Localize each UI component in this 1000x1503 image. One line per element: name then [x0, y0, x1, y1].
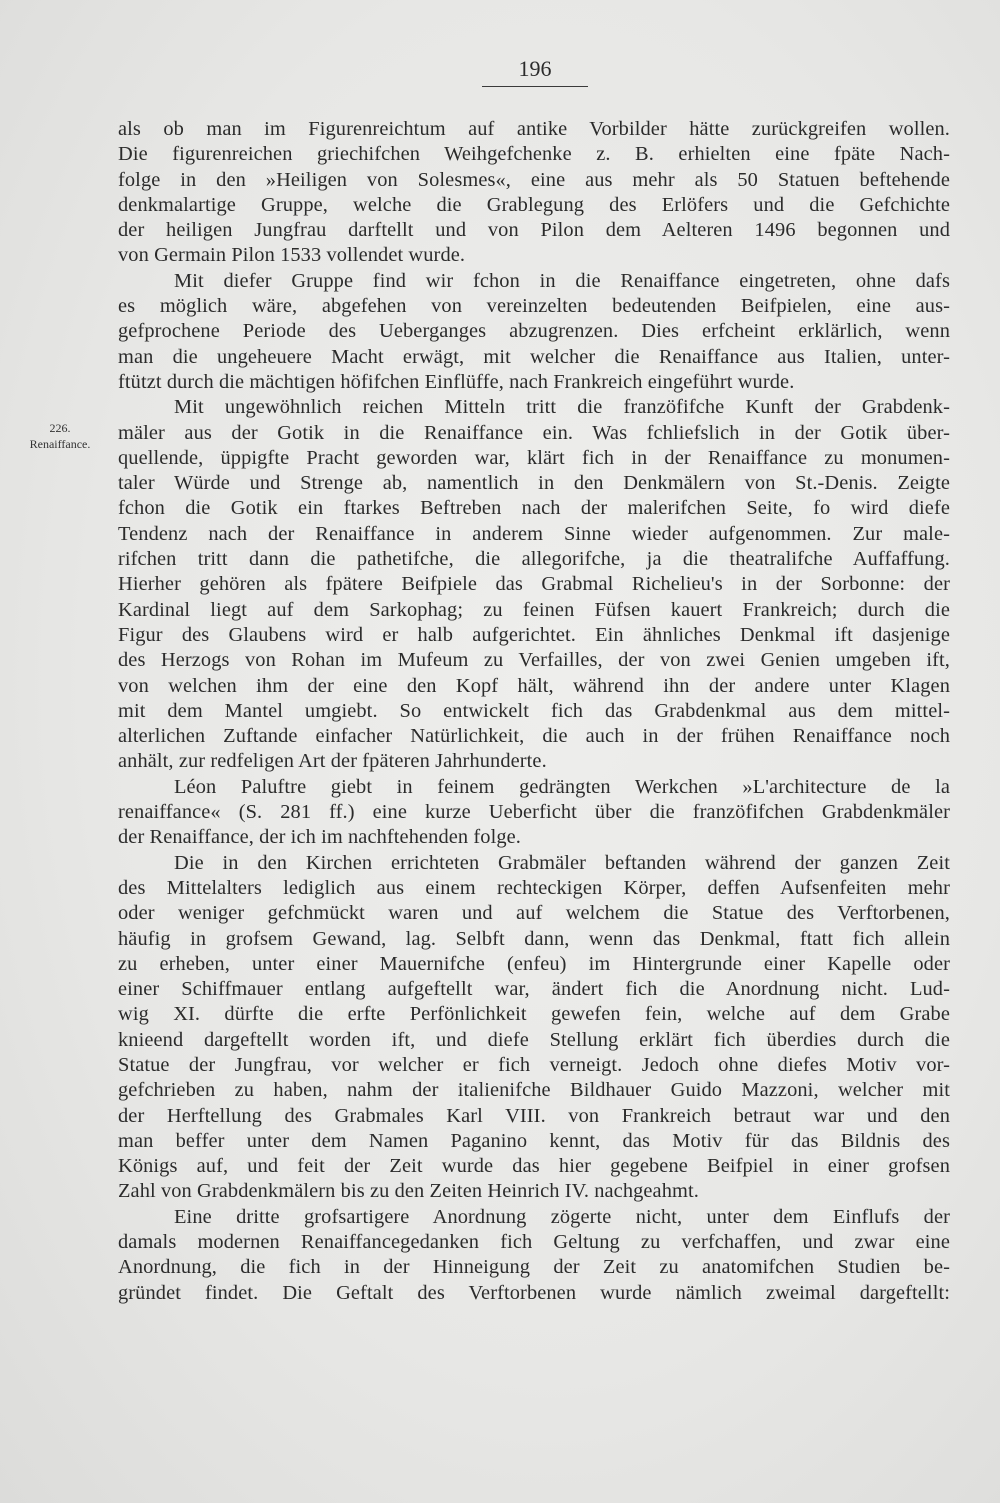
text-line: Statue der Jungfrau, vor welcher er fich verneigt. Jedoch ohne diefes Motiv vor-	[118, 1053, 950, 1076]
text-line: Mit ungewöhnlich reichen Mitteln tritt die franzöfifche Kunft der Grabdenk-	[174, 396, 950, 419]
text-line: der heiligen Jungfrau darftellt und von Pilon dem Aelteren 1496 begonnen und	[118, 219, 950, 242]
text-line: oder weniger gefchmückt waren und auf welchem die Statue des Verftorbenen,	[118, 902, 950, 925]
margin-note-title: Renaiffance.	[29, 437, 91, 451]
text-line: von Germain Pilon 1533 vollendet wurde.	[118, 244, 466, 267]
text-line: Die in den Kirchen errichteten Grabmäler beftanden während der ganzen Zeit	[174, 851, 950, 874]
text-line: rifchen tritt dann die pathetifche, die allegorifche, ja die theatralifche Auffaffung.	[118, 548, 950, 571]
text-line: zu erheben, unter einer Mauernifche (enfeu) im Hintergrunde einer Kapelle oder	[118, 952, 950, 975]
text-line: einer Schiffmauer entlang aufgeftellt war, ändert fich die Anordnung nicht. Lud-	[118, 978, 950, 1001]
text-line: mäler aus der Gotik in die Renaiffance ein. Was fchliefslich in der Gotik über-	[118, 421, 950, 444]
text-line: es möglich wäre, abgefehen von vereinzelten bedeutenden Beifpielen, eine aus-	[118, 295, 950, 318]
text-line: der Herftellung des Grabmales Karl VIII. von Frankreich betraut war und den	[118, 1104, 950, 1127]
text-line: damals modernen Renaiffancegedanken fich Geltung zu verfchaffen, und zwar eine	[118, 1231, 950, 1254]
text-line: Léon Paluftre giebt in feinem gedrängten Werkchen »L'architecture de la	[174, 775, 950, 798]
text-line: Zahl von Grabdenkmälern bis zu den Zeiten Heinrich IV. nachgeahmt.	[118, 1180, 699, 1203]
text-line: fchon die Gotik ein ftarkes Beftreben nach der malerifchen Seite, fo wird diefe	[118, 497, 950, 520]
text-line: gründet findet. Die Geftalt des Verftorbenen wurde nämlich zweimal dargeftellt:	[118, 1281, 950, 1304]
text-line: wig XI. dürfte die erfte Perfönlichkeit gewefen fein, welche auf dem Grabe	[118, 1003, 950, 1026]
text-line: des Mittelalters lediglich aus einem rechteckigen Körper, deffen Aufsenfeiten mehr	[118, 876, 950, 899]
text-line: des Herzogs von Rohan im Mufeum zu Verfailles, der von zwei Genien umgeben ift,	[118, 649, 950, 672]
body-text	[118, 117, 950, 1306]
text-line: Eine dritte grofsartigere Anordnung zögerte nicht, unter dem Einflufs der	[174, 1205, 950, 1228]
text-line: quellende, üppigfte Pracht geworden war, klärt fich in der Renaiffance zu monumen-	[118, 446, 950, 469]
text-line: der Renaiffance, der ich im nachftehenden folge.	[118, 826, 521, 849]
text-line: man die ungeheuere Macht erwägt, mit welcher die Renaiffance aus Italien, unter-	[118, 345, 950, 368]
text-line: Die figurenreichen griechifchen Weihgefchenke z. B. erhielten eine fpäte Nach-	[118, 143, 950, 166]
text-line: alterlichen Zuftande einfacher Natürlichkeit, die auch in der frühen Renaiffance noch	[118, 725, 950, 748]
text-line: taler Würde und Strenge ab, namentlich in den Denkmälern von St.-Denis. Zeigte	[118, 472, 950, 495]
text-line: Kardinal liegt auf dem Sarkophag; zu feinen Füfsen kauert Frankreich; durch die	[118, 598, 950, 621]
text-line: renaiffance« (S. 281 ff.) eine kurze Ueberficht über die franzöfifchen Grabdenkmäler	[118, 801, 950, 824]
margin-note	[10, 420, 110, 452]
text-line: Königs auf, und feit der Zeit wurde das hier gegebene Beifpiel in einer grofsen	[118, 1155, 950, 1178]
text-line: Hierher gehören als fpätere Beifpiele das Grabmal Richelieu's in der Sorbonne: der	[118, 573, 950, 596]
margin-note-number: 226.	[49, 421, 71, 435]
text-line: knieend dargeftellt worden ift, und diefe Stellung erklärt fich überdies durch die	[118, 1028, 950, 1051]
text-line: gefprochene Periode des Ueberganges abzugrenzen. Dies erfcheint erklärlich, wenn	[118, 320, 950, 343]
text-line: als ob man im Figurenreichtum auf antike Vorbilder hätte zurückgreifen wollen.	[118, 118, 950, 140]
page-number: 196	[482, 56, 588, 87]
text-line: man beffer unter dem Namen Paganino kennt, das Motiv für das Bildnis des	[118, 1129, 950, 1152]
text-line: ftützt durch die mächtigen höfifchen Einflüffe, nach Frankreich eingeführt wurde.	[118, 370, 795, 393]
text-line: denkmalartige Gruppe, welche die Grablegung des Erlöfers und die Gefchichte	[118, 193, 950, 216]
text-line: von welchen ihm der eine den Kopf hält, während ihn der andere unter Klagen	[118, 674, 950, 697]
text-line: Figur des Glaubens wird er halb aufgerichtet. Ein ähnliches Denkmal ift dasjenige	[118, 623, 950, 646]
text-line: gefchrieben zu haben, nahm der italienifche Bildhauer Guido Mazzoni, welcher mit	[118, 1079, 950, 1102]
text-line: Anordnung, die fich in der Hinneigung der Zeit zu anatomifchen Studien be-	[118, 1256, 950, 1279]
text-line: anhält, zur redfeligen Art der fpäteren Jahrhunderte.	[118, 750, 547, 773]
text-line: häufig in grofsem Gewand, lag. Selbft dann, wenn das Denkmal, ftatt fich allein	[118, 927, 950, 950]
text-line: Tendenz nach der Renaiffance in anderem Sinne wieder aufgenommen. Zur male-	[118, 522, 950, 545]
text-line: folge in den »Heiligen von Solesmes«, eine aus mehr als 50 Statuen beftehende	[118, 168, 950, 191]
text-line: mit dem Mantel umgiebt. So entwickelt fich das Grabdenkmal aus dem mittel-	[118, 699, 950, 722]
text-line: Mit diefer Gruppe find wir fchon in die Renaiffance eingetreten, ohne dafs	[174, 269, 950, 292]
